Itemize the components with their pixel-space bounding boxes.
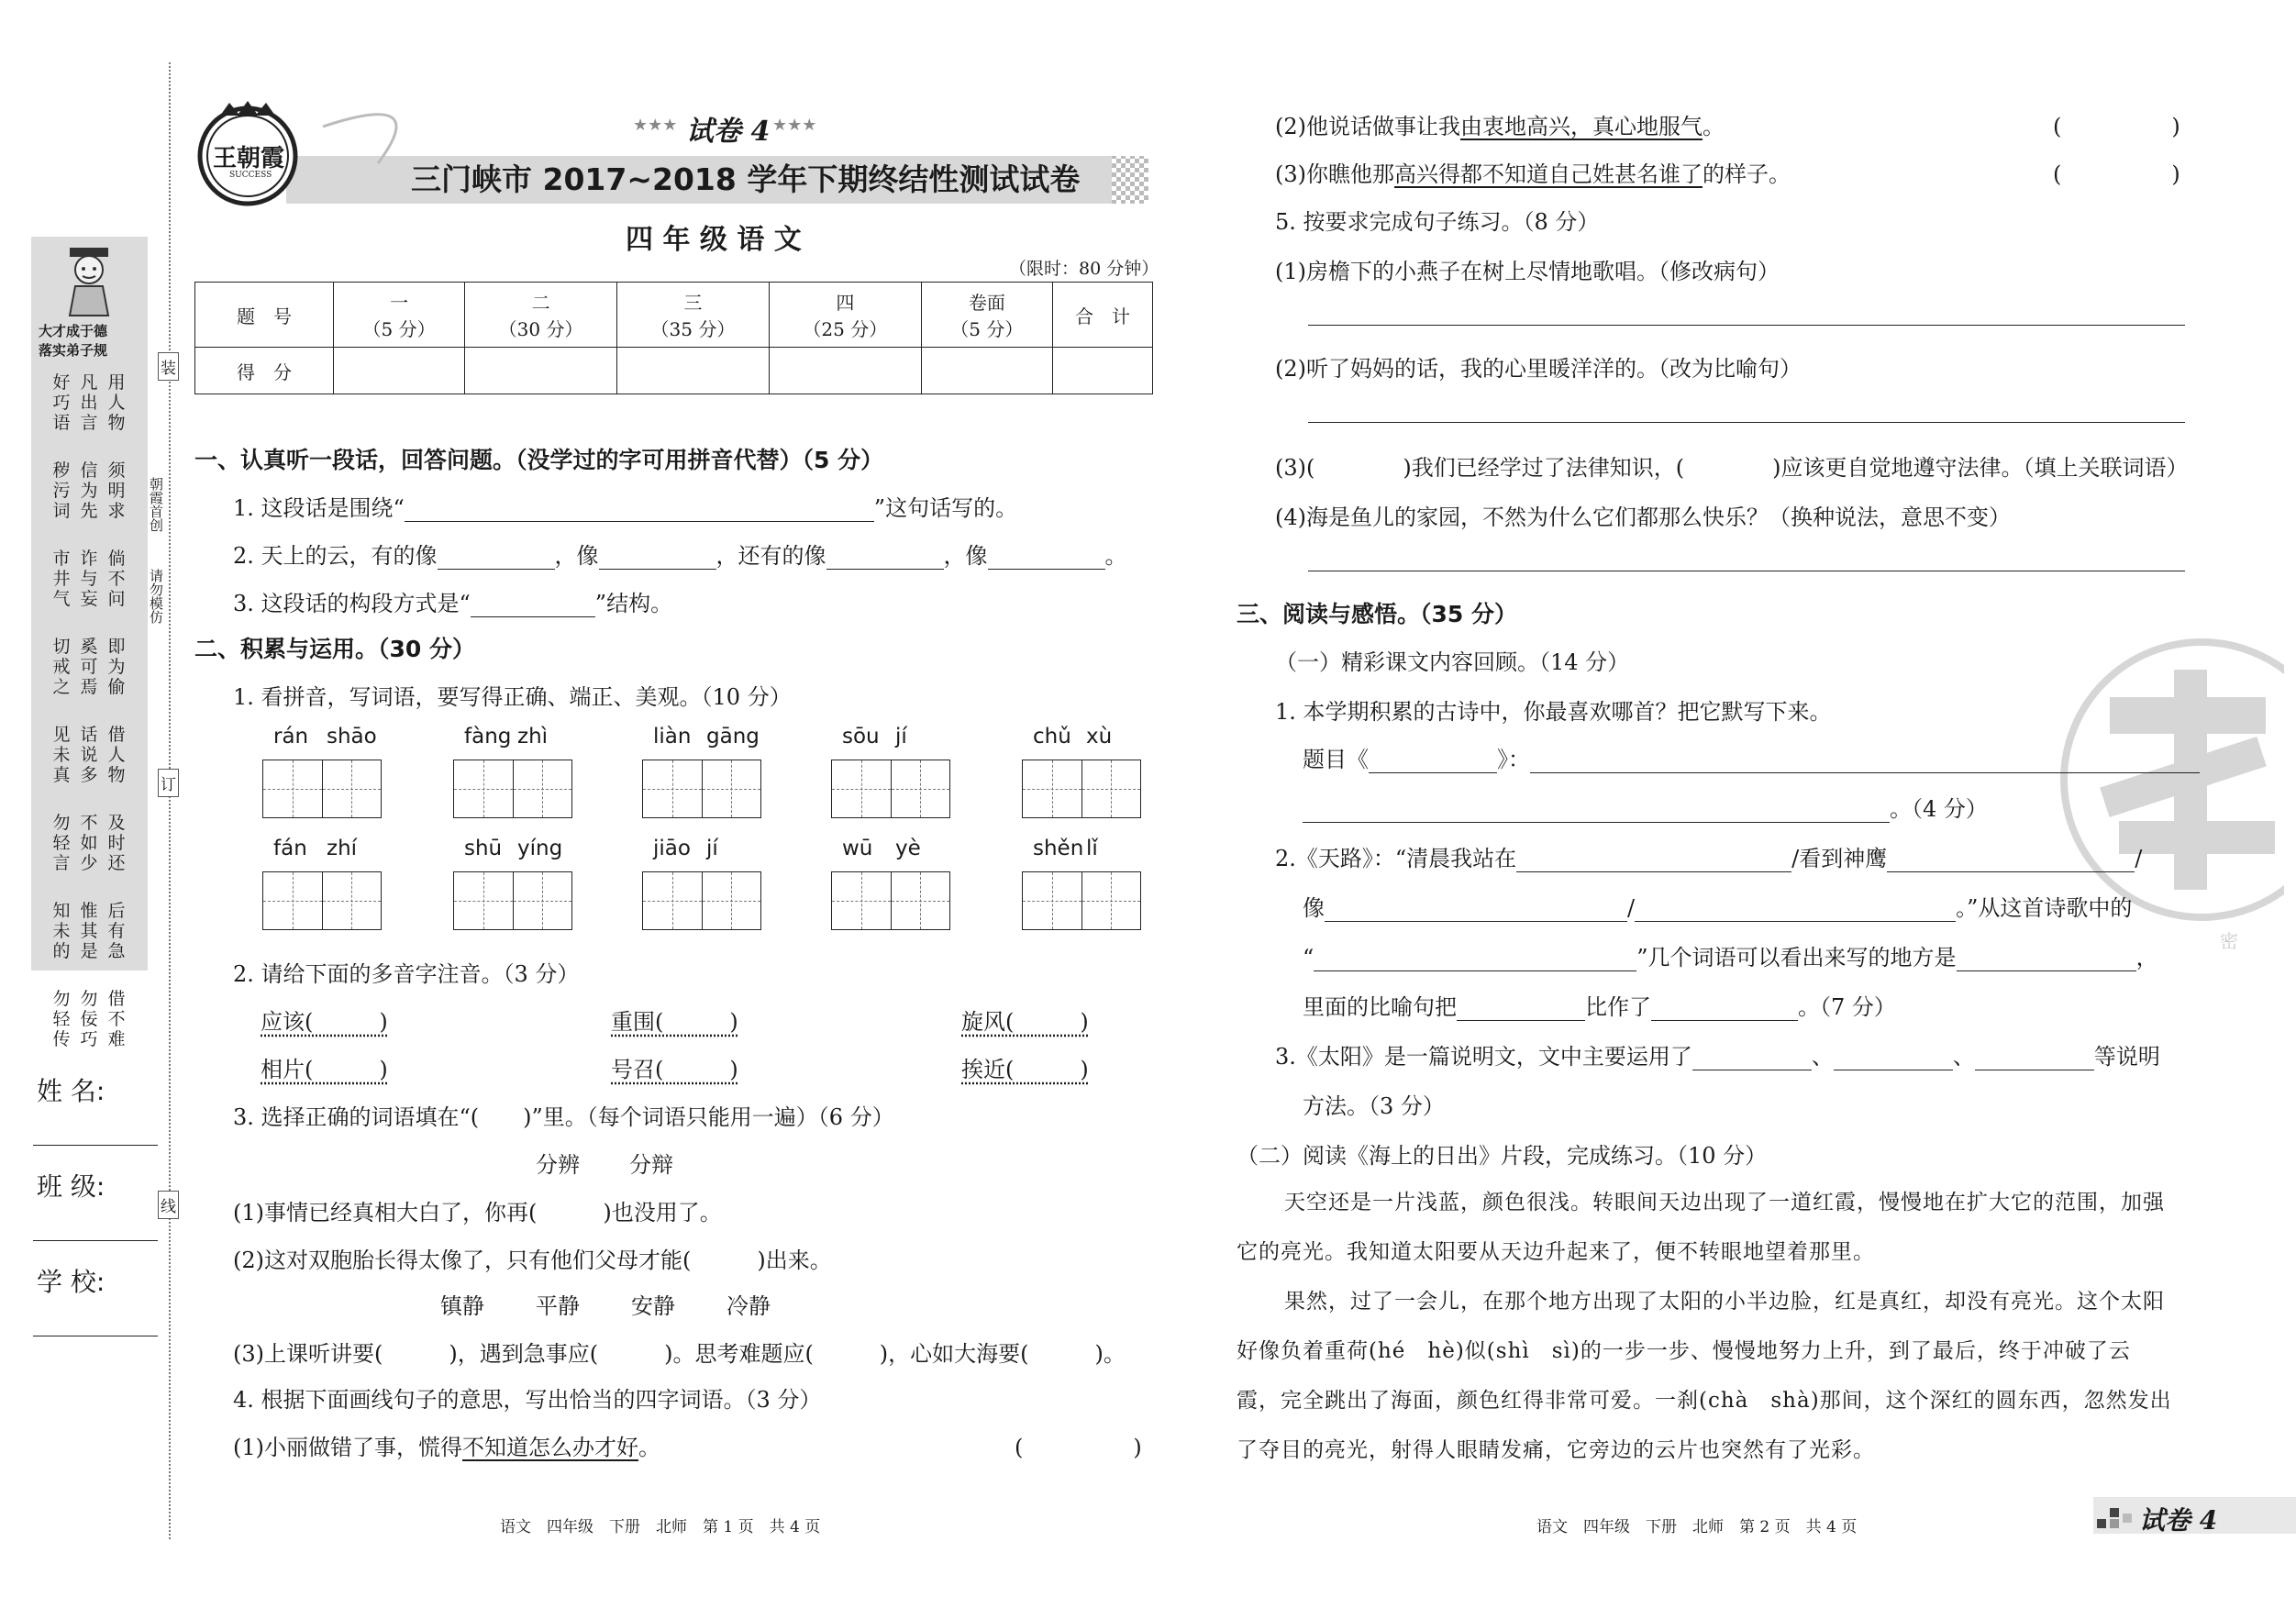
- s3-q1-poem-line-2: [1303, 791, 1988, 823]
- proverb-column: 市井气: [52, 549, 71, 609]
- stars-left: ★★★: [633, 116, 678, 135]
- s3-q3-text-c: 、: [1952, 1044, 1975, 1070]
- s3-q1-score: 。（4 分）: [1890, 796, 1988, 822]
- passage-line-5: 霞，完全跳出了海面，颜色红得非常可爱。一刹(chà shà)那间，这个深红的圆东西，忽然发出: [1237, 1389, 2172, 1413]
- pinyin-label: jí: [895, 725, 907, 749]
- s3-q1: 1. 本学期积累的古诗中，你最喜欢哪首？把它默写下来。: [1275, 699, 1832, 725]
- character-cell[interactable]: [1023, 872, 1082, 929]
- character-cell[interactable]: [892, 872, 950, 929]
- total-title: 合 计: [1074, 305, 1130, 327]
- s2-q1: 1. 看拼音，写词语，要写得正确、端正、美观。（10 分）: [233, 684, 792, 710]
- s3-q2-blank-8[interactable]: [1651, 996, 1798, 1021]
- s3-q3-blank-1[interactable]: [1692, 1046, 1812, 1070]
- r-q4-3-answer-paren[interactable]: ( ): [2053, 161, 2180, 187]
- word-choice-2c: 安静: [631, 1293, 675, 1319]
- pinyin-label: shāo: [327, 725, 377, 749]
- r-q4-2: [1275, 108, 1725, 140]
- proverb-column: 诈与妄: [80, 549, 98, 609]
- s3-q2-blank-1[interactable]: [1516, 848, 1791, 872]
- proverb-column: 惟其是: [80, 901, 98, 961]
- proverb-column: 后有急: [107, 901, 126, 961]
- character-cell[interactable]: [643, 872, 703, 929]
- school-label: 学 校:: [37, 1267, 105, 1297]
- watermark-char: 密: [2220, 930, 2238, 952]
- s1-q3-text-a: 3. 这段话的构段方式是“: [233, 591, 471, 616]
- r-q5-2: (2)听了妈妈的话，我的心里暖洋洋的。（改为比喻句）: [1275, 356, 1802, 382]
- proverb-column: 勿佞巧: [80, 989, 98, 1049]
- poly-item-1[interactable]: 应该( ): [261, 1009, 388, 1035]
- binding-dashed-line: [169, 62, 171, 1539]
- s2-q3-2: (2)这对双胞胎长得太像了，只有他们父母才能( )出来。: [233, 1248, 832, 1273]
- proverb-column: 用人物: [107, 372, 126, 433]
- s3-q2-text-g: “: [1303, 945, 1314, 970]
- col3-title: 三: [683, 292, 703, 314]
- s3-q2-line-3: [1303, 939, 2158, 971]
- score-cell[interactable]: [465, 348, 617, 394]
- character-cell[interactable]: [643, 760, 703, 817]
- confidential-watermark-icon: [2046, 633, 2284, 926]
- s3-q1-title-text-b: 》：: [1497, 747, 1530, 772]
- proverb-column: 须明求: [107, 460, 126, 521]
- proverb-column: 切戒之: [52, 637, 71, 697]
- s1-q2-text-a: 2. 天上的云，有的像: [233, 543, 438, 569]
- s3-q3-blank-3[interactable]: [1975, 1046, 2094, 1070]
- s2-q3-3: (3)上课听讲要( )，遇到急事应( )。思考难题应( )，心如大海要( )。: [233, 1341, 1126, 1367]
- s3-q2-text-e: /: [1627, 895, 1636, 921]
- corner-paper-label: 试卷 4: [2139, 1505, 2218, 1536]
- word-choice-1a: 分辨: [536, 1152, 580, 1178]
- poly-item-4[interactable]: 相片( ): [261, 1057, 388, 1082]
- s3-q3-text-d: 等说明: [2093, 1044, 2160, 1070]
- character-cell[interactable]: [263, 760, 323, 817]
- copyright-note-1: 朝霞首创: [148, 477, 164, 532]
- subject-title: 四 年 级 语 文: [626, 224, 802, 256]
- r-q5: 5. 按要求完成句子练习。（8 分）: [1275, 209, 1600, 235]
- passage-line-1: 天空还是一片浅蓝，颜色很浅。转眼间天边出现了一道红霞，慢慢地在扩大它的范围，加强: [1284, 1191, 2165, 1214]
- character-cell[interactable]: [263, 872, 323, 929]
- character-cell[interactable]: [703, 760, 761, 817]
- pinyin-label: sōu: [842, 725, 880, 749]
- col4-score: （25 分）: [803, 318, 888, 340]
- score-cell[interactable]: [1052, 348, 1152, 394]
- s3-q2-blank-4[interactable]: [1635, 897, 1956, 922]
- s3-q2-blank-5[interactable]: [1314, 947, 1636, 971]
- character-cell[interactable]: [514, 760, 572, 817]
- s1-q2-blank-3[interactable]: [826, 545, 944, 570]
- score-cell[interactable]: [334, 348, 465, 394]
- s3-part-2: （二）阅读《海上的日出》片段，完成练习。（10 分）: [1237, 1143, 1768, 1169]
- proverb-column: 秽污词: [52, 460, 71, 521]
- section-3-title: 三、阅读与感悟。（35 分）: [1237, 601, 1517, 627]
- score-header-label: 题 号: [237, 305, 292, 327]
- character-cell[interactable]: [703, 872, 761, 929]
- s3-q2-text-a: 2.《天路》：“清晨我站在: [1275, 846, 1517, 871]
- character-writing-box[interactable]: [1022, 871, 1141, 930]
- r-q4-3-underlined: 高兴得都不知道自己姓甚名谁了: [1394, 161, 1703, 187]
- pinyin-label: zhì: [517, 725, 549, 749]
- score-table: [194, 282, 1153, 394]
- s3-q2-text-d: 像: [1303, 895, 1325, 921]
- s3-q2-line-2: [1303, 890, 2132, 922]
- col4-title: 四: [836, 292, 855, 314]
- motto-line-1: 大才成于德: [39, 323, 108, 339]
- r-q5-1-answer-line[interactable]: [1308, 325, 2185, 326]
- s3-q2-blank-3[interactable]: [1325, 897, 1627, 922]
- right-page-footer: 语文 四年级 下册 北师 第 2 页 共 4 页: [1536, 1518, 1858, 1536]
- s3-q2-blank-7[interactable]: [1457, 996, 1585, 1021]
- proverb-column: 奚可焉: [80, 637, 98, 697]
- s1-q2-blank-1[interactable]: [438, 545, 555, 570]
- s1-q1: [233, 490, 1017, 522]
- poly-item-2[interactable]: 重围( ): [611, 1009, 738, 1035]
- pinyin-label: liàn: [653, 725, 692, 749]
- brand-logo-text: 王朝霞: [213, 145, 285, 172]
- proverb-column: 借人物: [107, 725, 126, 785]
- pinyin-label: yíng: [517, 837, 563, 860]
- proverb-column: 信为先: [80, 460, 98, 521]
- score-cell[interactable]: [617, 348, 770, 394]
- sidebar-motto-panel: [31, 237, 148, 1049]
- proverb-column: 好巧语: [52, 372, 71, 433]
- s3-q1-poem-blank-2[interactable]: [1303, 798, 1890, 823]
- seal-char-2: 订: [158, 769, 179, 797]
- r-q4-3-text-a: (3)你瞧他那: [1275, 161, 1394, 187]
- s1-q3-text-b: ”结构。: [594, 591, 673, 616]
- s3-q2-text-k: 比作了: [1585, 994, 1651, 1020]
- pinyin-label: fàng: [464, 725, 512, 749]
- character-cell[interactable]: [832, 872, 892, 929]
- s1-q2-text-d: ，像: [943, 543, 988, 569]
- r-q5-4: (4)海是鱼儿的家园，不然为什么它们都那么快乐？（换种说法，意思不变）: [1275, 505, 2011, 530]
- word-choice-2d: 冷静: [727, 1293, 771, 1319]
- character-cell[interactable]: [514, 872, 572, 929]
- r-q4-3-text-c: 的样子。: [1703, 161, 1791, 187]
- proverb-column: 见未真: [52, 725, 71, 785]
- proverb-column: 知未的: [52, 901, 71, 961]
- col5-score: （5 分）: [950, 318, 1024, 340]
- word-choice-2b: 平静: [536, 1293, 580, 1319]
- col1-score: （5 分）: [362, 318, 436, 340]
- seal-char-1: 装: [158, 352, 179, 381]
- pinyin-label: xù: [1086, 725, 1113, 749]
- character-writing-box[interactable]: [831, 871, 950, 930]
- s1-q2-blank-2[interactable]: [599, 545, 716, 570]
- corner-squares-icon: [2097, 1508, 2134, 1530]
- character-writing-box[interactable]: [262, 871, 382, 930]
- s3-q3-line-2: 方法。（3 分）: [1303, 1093, 1445, 1119]
- r-q5-2-answer-line[interactable]: [1308, 422, 2185, 423]
- col1-title: 一: [390, 292, 409, 314]
- section-1-title: 一、认真听一段话，回答问题。（没学过的字可用拼音代替）（5 分）: [194, 447, 884, 473]
- character-writing-box[interactable]: [453, 760, 572, 818]
- brand-logo-subtext: SUCCESS: [229, 171, 272, 180]
- pinyin-label: lǐ: [1086, 837, 1098, 860]
- motto-line-2: 落实弟子规: [39, 342, 108, 359]
- pinyin-label: gāng: [706, 725, 760, 749]
- s1-q2-text-b: ，像: [554, 543, 599, 569]
- s1-q1-blank[interactable]: [405, 497, 874, 522]
- character-writing-box[interactable]: [642, 760, 761, 818]
- pinyin-label: chǔ: [1033, 725, 1071, 749]
- s3-q1-poem-blank-1[interactable]: [1530, 749, 2200, 773]
- s3-q2-text-i: ，: [2135, 945, 2158, 970]
- copyright-note-2: 请勿模仿: [148, 569, 164, 624]
- s3-part-1: （一）精彩课文内容回顾。（14 分）: [1275, 649, 1630, 675]
- s2-q3-1: (1)事情已经真相大白了，你再( )也没用了。: [233, 1200, 722, 1225]
- passage-line-6: 了夺目的亮光，射得人眼睛发痛，它旁边的云片也突然有了光彩。: [1237, 1438, 1875, 1462]
- proverb-column: 即为偷: [107, 637, 126, 697]
- col5-title: 卷面: [968, 292, 1005, 314]
- character-cell[interactable]: [1023, 760, 1082, 817]
- left-page-footer: 语文 四年级 下册 北师 第 1 页 共 4 页: [500, 1518, 821, 1536]
- s3-q2-text-h: ”几个词语可以看出来写的地方是: [1636, 945, 1957, 970]
- s3-q3-line-1: [1275, 1038, 2160, 1070]
- scholar-figure-icon: [57, 244, 121, 317]
- r-q4-2-underlined: 由衷地高兴，真心地服气: [1460, 114, 1703, 139]
- character-cell[interactable]: [323, 760, 382, 817]
- score-cell[interactable]: [921, 348, 1052, 394]
- score-cell[interactable]: [769, 348, 921, 394]
- pinyin-label: shěn: [1033, 837, 1084, 860]
- s3-q2-line-4: [1303, 989, 1896, 1021]
- character-writing-box[interactable]: [642, 871, 761, 930]
- character-writing-box[interactable]: [453, 871, 572, 930]
- character-cell[interactable]: [454, 760, 514, 817]
- s1-q1-text-a: 1. 这段话是围绕“: [233, 495, 405, 521]
- s2-q4: 4. 根据下面画线句子的意思，写出恰当的四字词语。（3 分）: [233, 1387, 822, 1413]
- pinyin-label: zhí: [327, 837, 358, 860]
- r-q5-3: (3)( )我们已经学过了法律知识，( )应该更自觉地遵守法律。（填上关联词语）: [1275, 455, 2189, 481]
- s1-q3-blank[interactable]: [471, 593, 595, 617]
- stars-right: ★★★: [772, 116, 817, 135]
- col3-score: （35 分）: [650, 318, 736, 340]
- character-cell[interactable]: [454, 872, 514, 929]
- class-field[interactable]: [33, 1240, 158, 1241]
- word-choice-1b: 分辩: [629, 1152, 673, 1178]
- s3-q2-text-b: /看到神鹰: [1791, 846, 1888, 871]
- section-2-title: 二、积累与运用。（30 分）: [194, 636, 475, 662]
- s2-q3: 3. 选择正确的词语填在“( )”里。（每个词语只能用一遍）（6 分）: [233, 1104, 894, 1130]
- score-row-label: 得 分: [237, 360, 292, 383]
- s2-q4-1-text-c: 。: [638, 1435, 660, 1460]
- proverb-column: 话说多: [80, 725, 98, 785]
- exam-title: 三门峡市 2017~2018 学年下期终结性测试试卷: [411, 161, 1081, 197]
- pinyin-label: fán: [273, 837, 307, 860]
- s1-q2-blank-4[interactable]: [988, 545, 1105, 570]
- s3-q3-text-b: 、: [1811, 1044, 1834, 1070]
- r-q5-1: (1)房檐下的小燕子在树上尽情地歌唱。（修改病句）: [1275, 259, 1780, 284]
- s1-q2-text-c: ，还有的像: [715, 543, 826, 569]
- s3-q2-text-f: 。”从这首诗歌中的: [1956, 895, 2133, 921]
- time-limit: （限时：80 分钟）: [1009, 259, 1159, 279]
- passage-line-3: 果然，过了一会儿，在那个地方出现了太阳的小半边脸，红是真红，却没有亮光。这个太阳: [1284, 1290, 2165, 1314]
- s3-q2-blank-6[interactable]: [1957, 947, 2136, 971]
- r-q4-2-text-a: (2)他说话做事让我: [1275, 114, 1460, 139]
- s2-q2: 2. 请给下面的多音字注音。（3 分）: [233, 961, 580, 987]
- s2-q4-1-underlined: 不知道怎么办才好: [462, 1435, 638, 1460]
- character-cell[interactable]: [832, 760, 892, 817]
- s3-q2-text-j: 里面的比喻句把: [1303, 994, 1457, 1020]
- s1-q1-text-b: ”这句话写的。: [873, 495, 1018, 521]
- poly-item-6[interactable]: 挨近( ): [961, 1057, 1089, 1082]
- col2-score: （30 分）: [498, 318, 583, 340]
- col2-title: 二: [531, 292, 550, 314]
- pinyin-label: shū: [464, 837, 503, 860]
- s1-q2-text-e: 。: [1104, 543, 1127, 569]
- s3-q1-title-blank[interactable]: [1369, 749, 1497, 773]
- paper-label: 试卷 4: [686, 116, 771, 148]
- seal-char-3: 线: [158, 1191, 179, 1219]
- character-cell[interactable]: [1082, 872, 1141, 929]
- proverb-column: 借不难: [107, 989, 126, 1049]
- r-q4-2-answer-paren[interactable]: ( ): [2053, 114, 2180, 139]
- s3-q3-blank-2[interactable]: [1834, 1046, 1953, 1070]
- character-writing-box[interactable]: [1022, 760, 1141, 818]
- character-writing-box[interactable]: [831, 760, 950, 818]
- poly-item-5[interactable]: 号召( ): [611, 1057, 738, 1082]
- character-writing-box[interactable]: [262, 760, 382, 818]
- name-field[interactable]: [33, 1145, 158, 1146]
- poly-item-3[interactable]: 旋风( ): [961, 1009, 1089, 1035]
- r-q4-2-text-c: 。: [1703, 114, 1725, 139]
- passage-line-4: 好像负着重荷(hé hè)似(shì sì)的一步一步、慢慢地努力上升，到了最后，终于冲破了云: [1237, 1339, 2131, 1363]
- proverb-column: 凡出言: [80, 372, 98, 433]
- s2-q4-1: [233, 1429, 660, 1461]
- name-label: 姓 名:: [37, 1076, 105, 1106]
- pinyin-label: yè: [895, 837, 921, 860]
- pinyin-label: jiāo: [653, 837, 691, 860]
- character-cell[interactable]: [892, 760, 950, 817]
- s3-q1-title-text-a: 题目《: [1303, 747, 1369, 772]
- pinyin-label: wū: [842, 837, 873, 860]
- s3-q2-blank-2[interactable]: [1887, 848, 2135, 872]
- proverb-column: 勿轻言: [52, 813, 71, 873]
- pinyin-label: rán: [273, 725, 309, 749]
- s3-q2-text-c: /: [2135, 846, 2143, 871]
- s3-q3-text-a: 3.《太阳》是一篇说明文，文中主要运用了: [1275, 1044, 1692, 1070]
- s1-q2: [233, 538, 1127, 570]
- s3-q2-text-l: 。（7 分）: [1798, 994, 1896, 1020]
- s3-q2-line-1: [1275, 840, 2142, 872]
- passage-line-2: 它的亮光。我知道太阳要从天边升起来了，便不转眼地望着那里。: [1237, 1240, 1875, 1264]
- s2-q4-1-answer-paren[interactable]: ( ): [1015, 1435, 1142, 1460]
- r-q4-3: [1275, 156, 1791, 188]
- pinyin-label: jí: [706, 837, 718, 860]
- character-cell[interactable]: [1082, 760, 1141, 817]
- proverb-column: 倘不问: [107, 549, 126, 609]
- proverb-column: 勿轻传: [52, 989, 71, 1049]
- class-label: 班 级:: [37, 1171, 105, 1202]
- s1-q3: [233, 585, 672, 617]
- s2-q4-1-text-a: (1)小丽做错了事，慌得: [233, 1435, 462, 1460]
- proverb-column: 不如少: [80, 813, 98, 873]
- proverb-column: 及时还: [107, 813, 126, 873]
- s3-q1-title-line: [1303, 741, 2200, 773]
- word-choice-2a: 镇静: [440, 1293, 484, 1319]
- character-cell[interactable]: [323, 872, 382, 929]
